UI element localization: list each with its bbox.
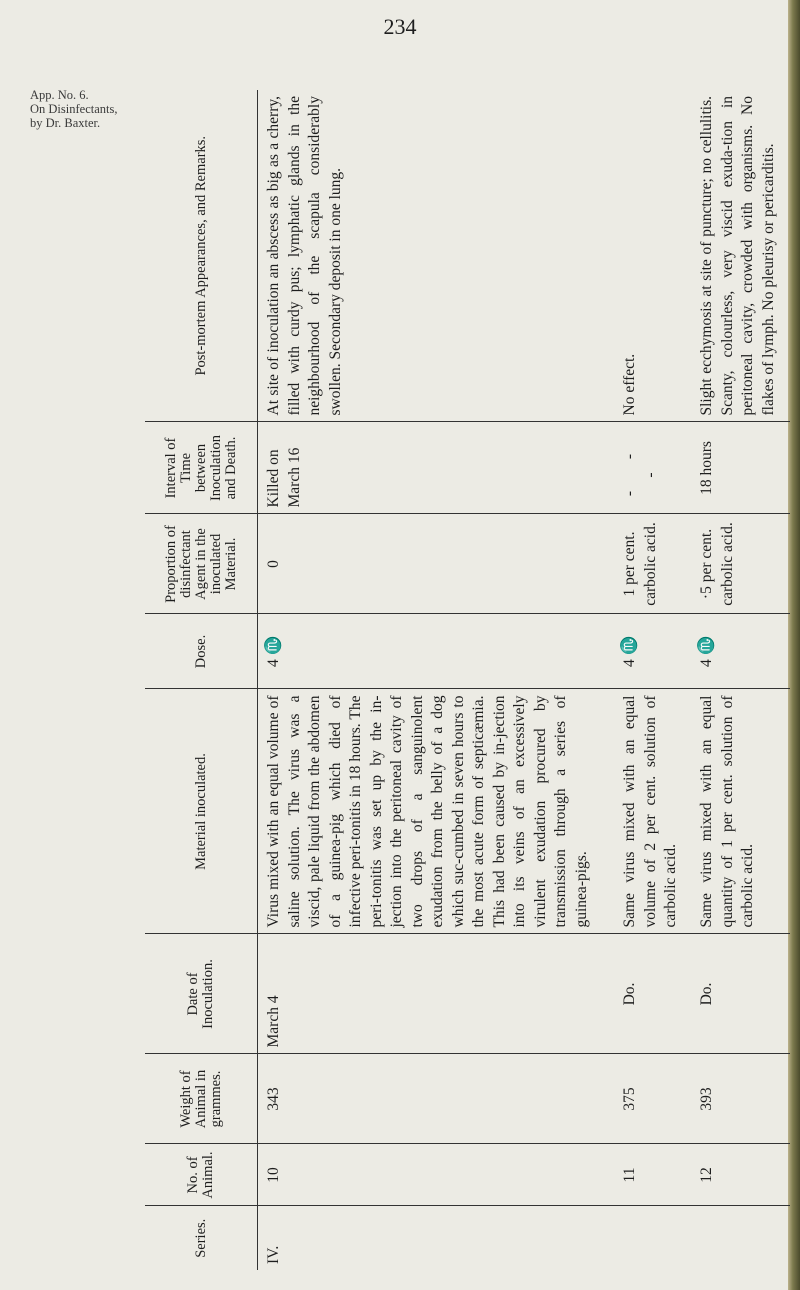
cell-weight: 393 [691,1054,790,1144]
header-animal-number: No. of Animal. [145,1144,258,1206]
cell-date: Do. [614,934,691,1054]
cell-series [614,1206,691,1270]
cell-proportion: ·5 per cent. carbolic acid. [691,514,790,614]
cell-date: March 4 [258,934,615,1054]
cell-date: Do. [691,934,790,1054]
cell-series: IV. [265,1245,282,1264]
table-row [691,90,790,1270]
cell-number: 11 [614,1144,691,1206]
cell-interval: Killed on March 16 [258,422,615,514]
header-remarks: Post-mortem Appearances, and Remarks. [145,90,258,422]
cell-number: 10 [258,1144,615,1206]
header-interval: Interval of Time between Inoculation and Death. [145,422,258,514]
cell-weight: 343 [258,1054,615,1144]
header-proportion: Proportion of disinfectant Agent in the inoculated Material. [145,514,258,614]
cell-material: Same virus mixed with an equal volume of 2 per cent. solution of carbolic acid. [614,689,691,934]
cell-interval: 18 hours [691,422,790,514]
appendix-label: App. No. 6. [30,88,89,102]
header-weight: Weight of Animal in grammes. [145,1054,258,1144]
rotated-table-frame [145,90,790,1270]
margin-note [30,88,117,130]
page-number: 234 [383,14,417,39]
cell-remarks: Slight ecchymosis at site of puncture; no cellulitis. Scanty, colourless, very viscid exuda-tion in peritoneal cavity, crowded with organisms. No flakes of lymph. No pleurisy or pericarditis. [691,90,790,422]
header-dose: Dose. [145,614,258,689]
margin-subject: On Disinfectants, [30,102,118,116]
header-material: Material inoculated. [145,689,258,934]
header-date: Date of Inoculation. [145,934,258,1054]
cell-weight: 375 [614,1054,691,1144]
header-row [145,90,258,1270]
cell-series [691,1206,790,1270]
experiment-table [145,90,790,1270]
header-series: Series. [145,1206,258,1270]
cell-proportion: 0 [258,514,615,614]
cell-remarks: At site of inoculation an abscess as big as a cherry, filled with curdy pus; lymphatic glands in the neighbourhood of the scapula considerably swollen. Secondary deposit in one lung. [258,90,615,422]
cell-remarks: No effect. [614,90,691,422]
cell-material: Virus mixed with an equal volume of saline solution. The virus was a viscid, pale liquid from the abdomen of a guinea-pig which died of infective peri-tonitis in 18 hours. The peri-tonitis was set up by the in-jection into the peritoneal cavity of two drops of a sanguinolent exudation from the belly of a dog which suc-cumbed in seven hours to the most acute form of septicæmia. This had been caused by in-jection into its veins of an excessively virulent exudation procured by transmission through a series of guinea-pigs. [258,689,615,934]
cell-dose: 4 ♏ [258,614,615,689]
margin-author: by Dr. Baxter. [30,116,101,130]
table-row [614,90,691,1270]
cell-dose: 4 ♏ [691,614,790,689]
cell-dose: 4 ♏ [614,614,691,689]
table-row [258,90,615,1270]
cell-material: Same virus mixed with an equal quantity of 1 per cent. solution of carbolic acid. [691,689,790,934]
cell-proportion: 1 per cent. carbolic acid. [614,514,691,614]
cell-number: 12 [691,1144,790,1206]
cell-interval: - - - [614,422,691,514]
